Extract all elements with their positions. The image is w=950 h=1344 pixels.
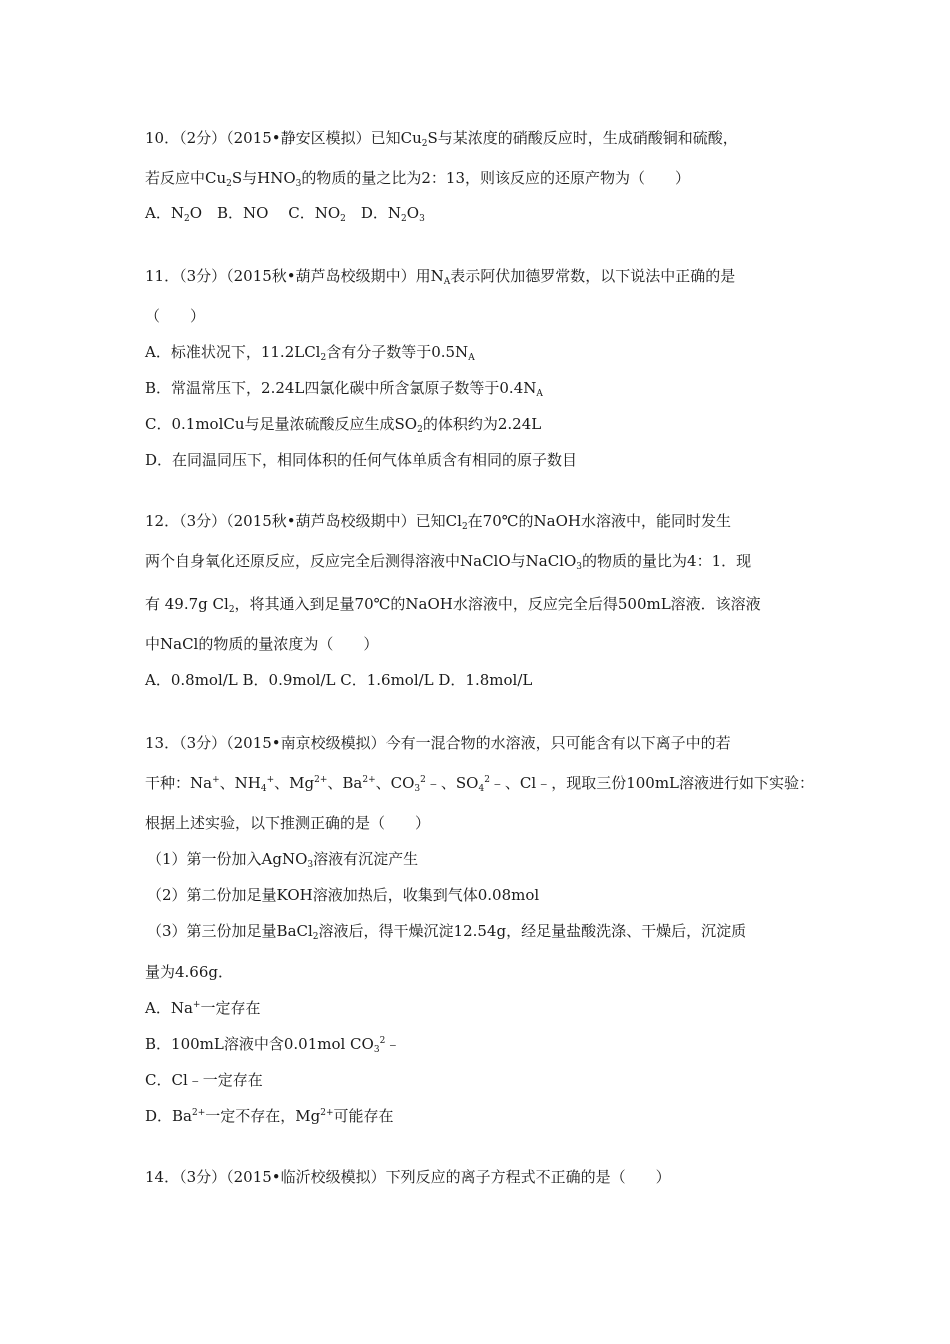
question-13-experiment-3: （3）第三份加足量BaCl$_2$溶液后，得干燥沉淀12.54g，经足量盐酸洗涤、干燥后，沉淀质 [147, 922, 747, 942]
question-11-option-c: C．0.1molCu与足量浓硫酸反应生成$SO_2$的体积约为2.24L [145, 415, 542, 435]
question-13-line-1: 13．（3分）（2015•南京校级模拟）今有一混合物的水溶液，只可能含有以下离子中的若 [145, 734, 731, 752]
question-13-option-b: B．100mL溶液中含0.01mol $CO_3^2﹣$ [145, 1035, 401, 1055]
question-13-experiment-1: （1）第一份加入AgNO$_3$溶液有沉淀产生 [147, 850, 419, 870]
question-13-option-a: A．Na+一定存在 [145, 999, 261, 1017]
question-13-line-3: 根据上述实验，以下推测正确的是（ ） [145, 814, 431, 832]
question-13-line-2: 干种：Na+、$NH_4^+$、$Mg^{2+}$、$Ba^{2+}$、$CO_3^2﹣$、$SO_4^2﹣$、Cl﹣，现取三份100mL溶液进行如下实验： [145, 774, 815, 794]
question-10-options: A．$N_2O$ B．NO C．$NO_2$ D．$N_2O_3$ [145, 204, 425, 224]
question-12-line-1: 12．（3分）（2015秋•葫芦岛校级期中）已知$Cl_2$在70℃的NaOH水溶液中，能同时发生 [145, 512, 731, 532]
question-11-line-1: 11．（3分）（2015秋•葫芦岛校级期中）用$N_A$表示阿伏加德罗常数，以下说法中正确的是 [145, 267, 736, 287]
question-10-line-2: 若反应中$Cu_2S$与$HNO_3$的物质的量之比为2：13，则该反应的还原产物为（ ） [145, 169, 691, 189]
question-11-option-d: D．在同温同压下，相同体积的任何气体单质含有相同的原子数目 [145, 451, 578, 469]
question-12-line-3: 有 49.7g $Cl_2$，将其通入到足量70℃的NaOH水溶液中，反应完全后得500mL溶液．该溶液 [145, 595, 761, 615]
question-11-option-a: A．标准状况下，11.2LCl$_2$含有分子数等于$0.5N_A$ [145, 343, 475, 363]
question-12-line-4: 中NaCl的物质的量浓度为（ ） [145, 635, 379, 653]
question-10-line-1: 10．（2分）（2015•静安区模拟）已知$Cu_2S$与某浓度的硝酸反应时，生成硝酸铜和硫酸， [145, 129, 738, 149]
question-13-option-d: D．$Ba^{2+}$一定不存在，$Mg^{2+}$可能存在 [145, 1107, 394, 1125]
question-12-options: A．0.8mol/L B．0.9mol/L C．1.6mol/L D．1.8mol/L [145, 671, 533, 689]
question-13-experiment-2: （2）第二份加足量KOH溶液加热后，收集到气体0.08mol [147, 886, 540, 904]
question-14-line-1: 14．（3分）（2015•临沂校级模拟）下列反应的离子方程式不正确的是（ ） [145, 1168, 671, 1186]
question-11-option-b: B．常温常压下，2.24L四氯化碳中所含氯原子数等于$0.4N_A$ [145, 379, 543, 399]
question-13-option-c: C．Cl﹣一定存在 [145, 1071, 263, 1089]
question-11-line-2: （ ） [145, 307, 206, 325]
question-12-line-2: 两个自身氧化还原反应，反应完全后测得溶液中NaClO与NaClO$_3$的物质的量比为4：1．现 [145, 552, 752, 572]
question-13-experiment-3-cont: 量为4.66g． [145, 963, 234, 981]
